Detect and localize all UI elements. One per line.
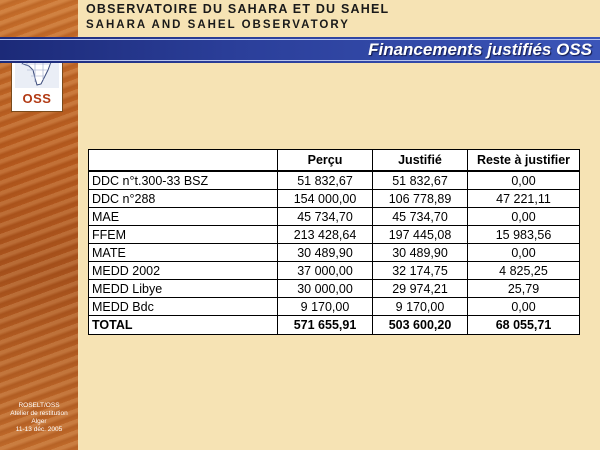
side-note-line: ROSELT/OSS xyxy=(18,402,60,409)
header-cell-justifie: Justifié xyxy=(373,150,468,172)
cell-percu: 30 000,00 xyxy=(278,280,373,298)
total-label: TOTAL xyxy=(89,316,278,335)
table-row xyxy=(89,226,580,244)
cell-percu: 213 428,64 xyxy=(278,226,373,244)
total-reste: 68 055,71 xyxy=(468,316,580,335)
cell-justifie: 106 778,89 xyxy=(373,190,468,208)
total-percu: 571 655,91 xyxy=(278,316,373,335)
table-total-row xyxy=(89,316,580,335)
side-note-line: Atelier de restitution xyxy=(10,410,68,417)
table-header-row xyxy=(89,150,580,172)
cell-reste: 0,00 xyxy=(468,244,580,262)
table-row xyxy=(89,280,580,298)
sand-dune-sidebar xyxy=(0,0,78,450)
header-cell-empty xyxy=(89,150,278,172)
total-justifie: 503 600,20 xyxy=(373,316,468,335)
org-name-en: SAHARA AND SAHEL OBSERVATORY xyxy=(86,19,350,31)
side-note-line: Alger xyxy=(31,418,47,425)
cell-justifie: 197 445,08 xyxy=(373,226,468,244)
cell-justifie: 51 832,67 xyxy=(373,171,468,190)
row-label: DDC n°288 xyxy=(89,190,278,208)
table-row xyxy=(89,262,580,280)
row-label: MATE xyxy=(89,244,278,262)
cell-justifie: 32 174,75 xyxy=(373,262,468,280)
cell-reste: 25,79 xyxy=(468,280,580,298)
cell-reste: 15 983,56 xyxy=(468,226,580,244)
cell-justifie: 9 170,00 xyxy=(373,298,468,316)
cell-percu: 30 489,90 xyxy=(278,244,373,262)
cell-reste: 47 221,11 xyxy=(468,190,580,208)
header-cell-reste: Reste à justifier xyxy=(468,150,580,172)
table-row xyxy=(89,208,580,226)
cell-percu: 51 832,67 xyxy=(278,171,373,190)
row-label: MAE xyxy=(89,208,278,226)
table-row xyxy=(89,244,580,262)
row-label: MEDD 2002 xyxy=(89,262,278,280)
side-note-line: 11-13 déc. 2005 xyxy=(15,426,63,433)
row-label: MEDD Libye xyxy=(89,280,278,298)
cell-percu: 45 734,70 xyxy=(278,208,373,226)
cell-reste: 0,00 xyxy=(468,208,580,226)
cell-reste: 0,00 xyxy=(468,298,580,316)
side-note xyxy=(0,402,78,434)
row-label: MEDD Bdc xyxy=(89,298,278,316)
cell-justifie: 30 489,90 xyxy=(373,244,468,262)
cell-percu: 9 170,00 xyxy=(278,298,373,316)
financing-table xyxy=(88,149,580,335)
slide-title: Financements justifiés OSS xyxy=(368,40,592,59)
cell-justifie: 29 974,21 xyxy=(373,280,468,298)
row-label: FFEM xyxy=(89,226,278,244)
title-band-line xyxy=(0,60,600,61)
cell-reste: 4 825,25 xyxy=(468,262,580,280)
header-cell-percu: Perçu xyxy=(278,150,373,172)
org-name-fr: OBSERVATOIRE DU SAHARA ET DU SAHEL xyxy=(86,2,390,16)
table-row xyxy=(89,171,580,190)
table-row xyxy=(89,190,580,208)
row-label: DDC n°t.300-33 BSZ xyxy=(89,171,278,190)
logo-text: OSS xyxy=(22,91,52,106)
cell-percu: 154 000,00 xyxy=(278,190,373,208)
cell-percu: 37 000,00 xyxy=(278,262,373,280)
cell-reste: 0,00 xyxy=(468,171,580,190)
table-row xyxy=(89,298,580,316)
cell-justifie: 45 734,70 xyxy=(373,208,468,226)
